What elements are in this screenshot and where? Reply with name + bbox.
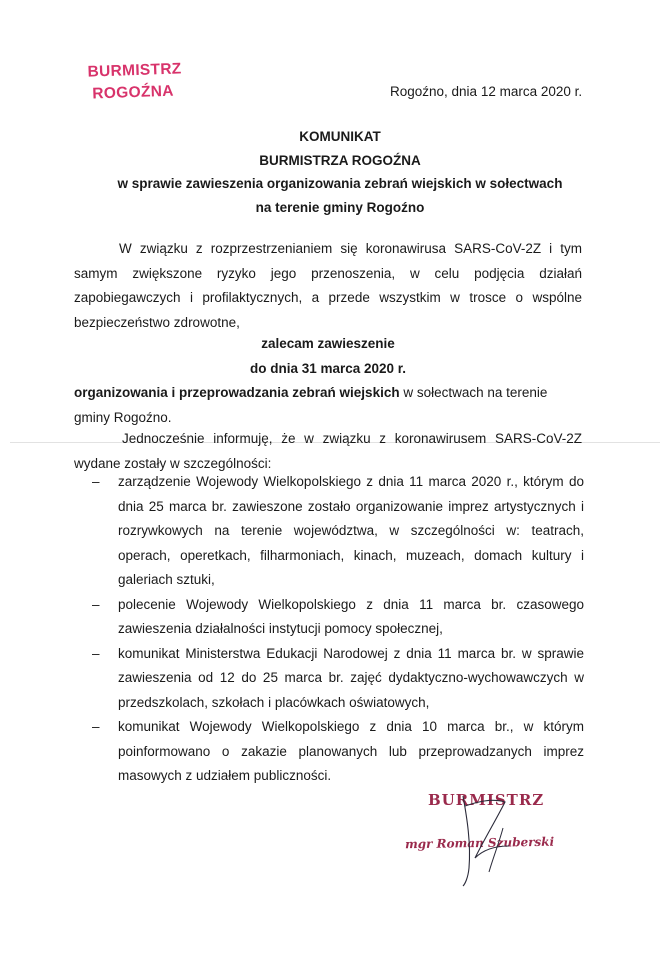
list-dash: – xyxy=(92,474,100,489)
signature-block xyxy=(405,788,565,888)
recommendation-object-rest: w sołectwach na terenie gminy Rogoźno. xyxy=(74,385,548,425)
signature-name-stamp: mgr Roman Szuberski xyxy=(404,834,555,852)
document-header xyxy=(60,125,620,219)
header-subject: w sprawie zawieszenia organizowania zebrań wiejskich w sołectwach xyxy=(117,176,563,191)
list-item xyxy=(74,470,584,593)
list-item xyxy=(74,593,584,642)
recommendation-line-1: zalecam zawieszenie xyxy=(261,336,395,351)
official-stamp xyxy=(87,58,182,105)
list-item xyxy=(74,642,584,716)
header-subject-cont: na terenie gminy Rogoźno xyxy=(255,199,425,215)
handwritten-signature xyxy=(405,788,565,888)
header-issuer: BURMISTRZA ROGOŹNA xyxy=(259,152,421,168)
list-dash: – xyxy=(92,596,100,612)
list-item-text: polecenie Wojewody Wielkopolskiego z dnia 11 marca br. czasowego zawieszenia działalności instytucji pomocy społecznej, xyxy=(118,596,584,636)
list-item-text: zarządzenie Wojewody Wielkopolskiego z dnia 11 marca 2020 r., którym do dnia 25 marca br. zawieszone zostało organizowanie imprez artystycznych i rozrywkowych na terenie województwa, w szczególności w: teatrach, operach, operetkach, filharmoniach, kinach, muzeach, domach kultury i galeriach sztuki, xyxy=(118,474,584,587)
paragraph-information-text: Jednocześnie informuję, że w związku z koronawirusem SARS-CoV-2Z wydane zostały w szczególności: xyxy=(74,431,582,471)
list-item-text: komunikat Ministerstwa Edukacji Narodowej z dnia 11 marca br. w sprawie zawieszenia od 12 do 25 marca br. zajęć dydaktyczno-wychowawczych w przedszkolach, szkołach i placówkach oświatowych, xyxy=(118,645,584,710)
signature-title-stamp: BURMISTRZ xyxy=(428,791,545,809)
recommendation-line-2: do dnia 31 marca 2020 r. xyxy=(249,360,407,376)
list-dash: – xyxy=(92,645,100,661)
regulations-list xyxy=(74,470,584,789)
list-item-text: komunikat Wojewody Wielkopolskiego z dnia 10 marca br., w którym poinformowano o zakazie planowanych lub przeprowadzanych imprez masowych z udziałem publiczności. xyxy=(118,719,584,783)
paragraph-information xyxy=(74,427,582,476)
list-dash: – xyxy=(92,719,100,734)
paragraph-intro xyxy=(74,237,582,335)
header-title: KOMUNIKAT xyxy=(299,129,381,144)
recommendation xyxy=(74,332,582,381)
stamp-line-2: ROGOŹNA xyxy=(92,82,174,103)
paragraph-intro-text: W związku z rozprzestrzenianiem się koronawirusa SARS-CoV-2Z i tym samym zwiększone ryzyko jego przenoszenia, w celu podjęcia działań zapobiegawczych i profilaktycznych, a przede wszystkim w trosce o wspólne bezpieczeństwo zdrowotne, xyxy=(74,241,582,330)
list-item xyxy=(74,715,584,789)
recommendation-object-bold: organizowania i przeprowadzania zebrań wiejskich xyxy=(74,385,400,400)
stamp-line-1: BURMISTRZ xyxy=(87,60,182,81)
document-date: Rogoźno, dnia 12 marca 2020 r. xyxy=(390,84,583,99)
paragraph-recommendation-object xyxy=(74,381,582,430)
